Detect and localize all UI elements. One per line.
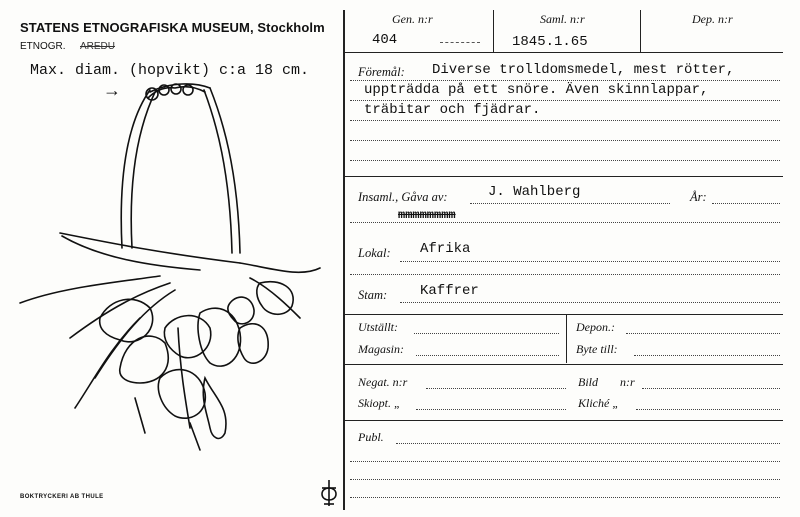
dotted-rule (350, 222, 780, 223)
header-divider-2 (640, 10, 641, 52)
insaml-label: Insaml., Gåva av: (358, 190, 448, 204)
kliche-label: Kliché „ (578, 396, 619, 410)
depon-label: Depon.: (576, 320, 615, 334)
dotted-rule (350, 100, 780, 101)
dotted-rule (642, 388, 780, 389)
dotted-rule (426, 388, 566, 389)
dotted-rule (350, 80, 780, 81)
section-rule (343, 420, 783, 421)
utstallt-label: Utställt: (358, 320, 399, 334)
dotted-rule (400, 261, 780, 262)
negat-label: Negat. n:r (358, 375, 408, 389)
etnogr-label: ETNOGR. (20, 41, 66, 52)
dotted-rule (350, 497, 780, 498)
dotted-rule (400, 302, 780, 303)
dotted-rule (350, 274, 780, 275)
bild-label: Bild (578, 375, 598, 389)
insaml-struck-text: mmmmmmmm (398, 208, 456, 222)
dotted-rule (416, 355, 559, 356)
size-note: Max. diam. (hopvikt) c:a 18 cm. (30, 62, 310, 79)
dotted-rule (350, 140, 780, 141)
dotted-rule (636, 409, 780, 410)
dotted-rule (350, 461, 780, 462)
arrow-icon: → (103, 80, 121, 100)
gen-nr-label: Gen. n:r (392, 12, 433, 26)
gen-nr-value: 404 (372, 32, 398, 48)
stam-value: Kaffrer (420, 283, 479, 299)
header-bottom-rule (343, 52, 783, 53)
dotted-rule (350, 160, 780, 161)
ar-label: År: (690, 190, 707, 204)
foremal-line-1: Diverse trolldomsmedel, mest rötter, (432, 62, 735, 78)
gen-nr-mark (440, 42, 480, 43)
saml-nr-label: Saml. n:r (540, 12, 585, 26)
dotted-rule (396, 443, 780, 444)
section-rule (343, 314, 783, 315)
foremal-line-2: uppträdda på ett snöre. Även skinnlappar, (364, 82, 709, 98)
etnogr-struck-text: AREDU (80, 41, 116, 52)
dotted-rule (634, 355, 780, 356)
section-rule (343, 176, 783, 177)
storage-divider (566, 315, 567, 363)
dotted-rule (470, 203, 670, 204)
printer-logo-icon (318, 478, 340, 508)
publ-label: Publ. (358, 430, 384, 444)
amulet-necklace-drawing-icon (0, 78, 340, 458)
dotted-rule (626, 333, 780, 334)
stam-label: Stam: (358, 288, 388, 302)
museum-title: STATENS ETNOGRAFISKA MUSEUM, Stockholm (20, 20, 325, 35)
magasin-label: Magasin: (358, 342, 404, 356)
dotted-rule (414, 333, 559, 334)
foremal-line-3: träbitar och fjädrar. (364, 102, 541, 118)
saml-nr-value: 1845.1.65 (512, 34, 588, 50)
section-rule (343, 364, 783, 365)
insaml-value: J. Wahlberg (488, 184, 581, 200)
foremal-label: Föremål: (358, 65, 405, 79)
bild-nr-label: n:r (620, 375, 635, 389)
header-divider-1 (493, 10, 494, 52)
card-divider (343, 10, 345, 510)
dep-nr-label: Dep. n:r (692, 12, 733, 26)
dotted-rule (350, 479, 780, 480)
dotted-rule (350, 120, 780, 121)
skiopt-label: Skiopt. „ (358, 396, 401, 410)
byte-till-label: Byte till: (576, 342, 618, 356)
printer-imprint: BOKTRYCKERI AB THULE (20, 494, 104, 500)
lokal-value: Afrika (420, 241, 471, 257)
dotted-rule (712, 203, 780, 204)
lokal-label: Lokal: (358, 246, 391, 260)
dotted-rule (416, 409, 566, 410)
